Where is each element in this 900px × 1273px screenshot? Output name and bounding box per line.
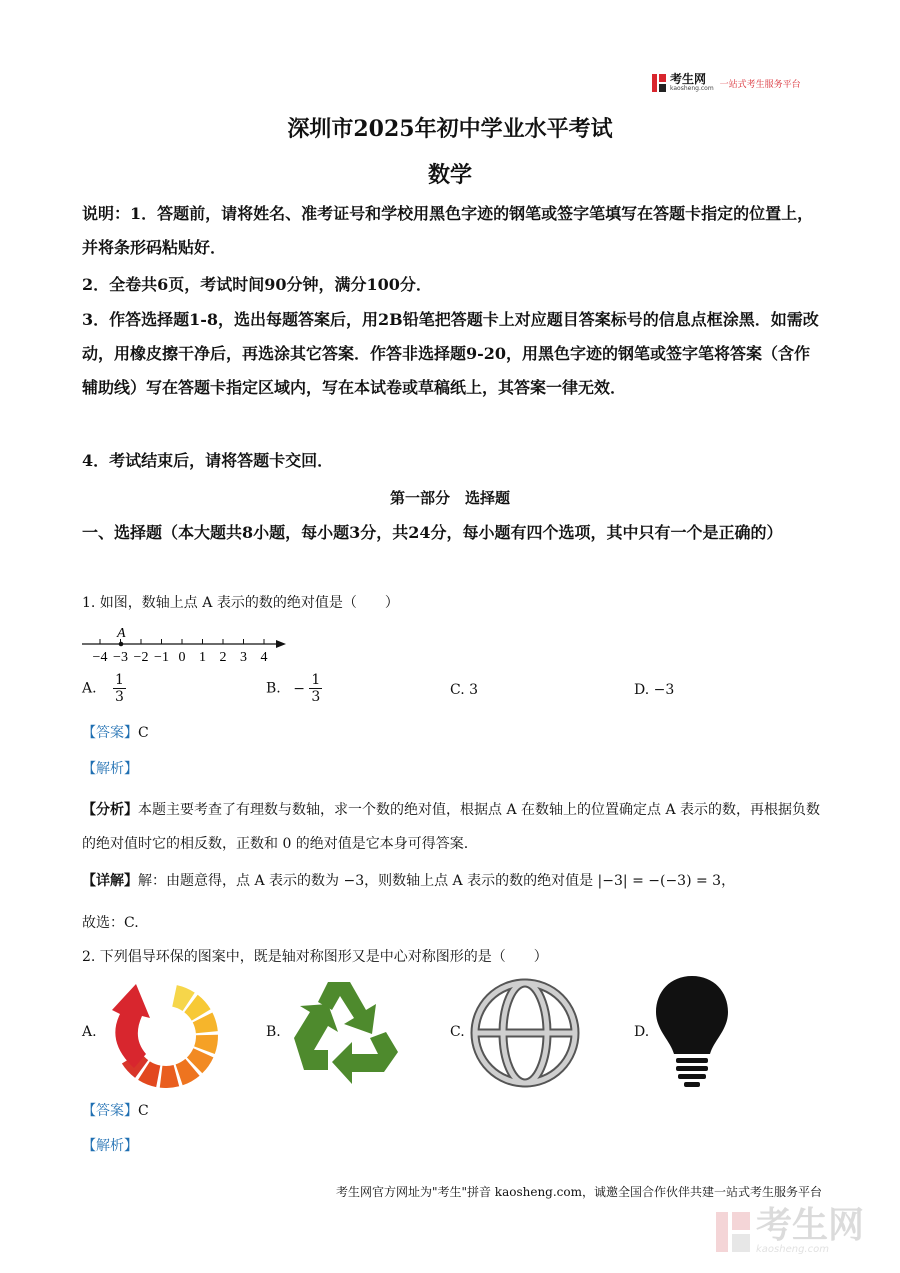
q1-option-b-letter: B. bbox=[266, 680, 281, 697]
axis-arrow-icon bbox=[276, 640, 286, 648]
subject-title: 数学 bbox=[427, 162, 472, 188]
axis-tick-label: −3 bbox=[113, 650, 128, 665]
point-a-label: A bbox=[117, 626, 126, 641]
arc-segment bbox=[160, 1065, 179, 1088]
q1-analysis-tag: 【解析】 bbox=[82, 761, 138, 777]
q1-stem: 1. 如图，数轴上点 A 表示的数的绝对值是（ ） bbox=[82, 595, 399, 611]
axis-tick-label: 0 bbox=[178, 650, 186, 665]
fraction-numerator: 1 bbox=[115, 672, 124, 688]
globe-icon bbox=[468, 976, 582, 1090]
part-title: 第一部分 选择题 bbox=[389, 489, 510, 507]
instruction-4: 4．考试结束后，请将答题卡交回． bbox=[82, 451, 334, 470]
watermark-url: kaosheng.com bbox=[756, 1244, 829, 1255]
logo-name: 考生网 bbox=[670, 72, 707, 86]
kaosheng-logo-icon bbox=[652, 74, 666, 92]
axis-tick-label: 1 bbox=[199, 650, 206, 665]
q2-option-c-label: C. bbox=[450, 1024, 465, 1040]
fraction-one-third bbox=[113, 672, 126, 705]
axis-tick-label: −1 bbox=[154, 650, 169, 665]
q1-conclusion: 故选：C. bbox=[82, 915, 139, 931]
q1-answer bbox=[82, 722, 149, 744]
q2-answer bbox=[82, 1100, 149, 1122]
instruction-3: 3．作答选择题1-8，选出每题答案后，用2B铅笔把答题卡上对应题目答案标号的信息点框涂黑．如需改动，用橡皮擦干净后，再选涂其它答案．作答非选择题9-20，用黑色字迹的钢笔或签字笔将答案（含作辅助线）写在答题卡指定区域内，写在本试卷或草稿纸上，其答案一律无效． bbox=[82, 310, 819, 397]
axis-tick-label: −2 bbox=[133, 650, 149, 665]
fraction-neg-one-third bbox=[309, 672, 322, 705]
q2-analysis-tag: 【解析】 bbox=[82, 1138, 138, 1154]
footer-text: 考生网官方网址为"考生"拼音 kaosheng.com，诚邀全国合作伙伴共建一站式考生服务平台 bbox=[335, 1185, 822, 1199]
header-logo bbox=[652, 74, 801, 92]
q2-stem: 2. 下列倡导环保的图案中，既是轴对称图形又是中心对称图形的是（ ） bbox=[82, 949, 548, 965]
axis-tick-label: −4 bbox=[92, 650, 108, 665]
fenxi-tag: 【分析】 bbox=[82, 802, 138, 818]
fraction-denominator: 3 bbox=[115, 689, 124, 705]
light-bulb-icon bbox=[654, 974, 730, 1090]
recycle-symbol-icon bbox=[288, 976, 402, 1088]
q1-option-a-letter: A. bbox=[82, 680, 97, 697]
watermark bbox=[716, 1205, 865, 1255]
answer-value: C bbox=[138, 725, 149, 741]
q2-option-a-label: A. bbox=[82, 1024, 97, 1040]
axis-ticks bbox=[93, 639, 268, 665]
instruction-1: 说明：1．答题前，请将姓名、准考证号和学校用黑色字迹的钢笔或签字笔填写在答题卡指定的位置上，并将条形码粘贴好． bbox=[82, 204, 814, 257]
detail-text: 解：由题意得，点 A 表示的数为 −3，则数轴上点 A 表示的数的绝对值是 |−3| = −(−3) = 3， bbox=[138, 873, 736, 889]
q1-fenxi bbox=[82, 793, 822, 861]
q1-option-b bbox=[266, 672, 322, 705]
exam-title: 深圳市2025年初中学业水平考试 bbox=[287, 116, 613, 142]
logo-url: kaosheng.com bbox=[670, 85, 714, 92]
answer-tag: 【答案】 bbox=[82, 1103, 138, 1119]
answer-value: C bbox=[138, 1103, 149, 1119]
fraction-denominator: 3 bbox=[311, 689, 321, 705]
q2-option-d-label: D. bbox=[634, 1024, 650, 1040]
fenxi-text: 本题主要考查了有理数与数轴，求一个数的绝对值，根据点 A 在数轴上的位置确定点 A 表示的数，再根据负数的绝对值时它的相反数，正数和 0 的绝对值是它本身可得答案. bbox=[82, 802, 821, 852]
detail-tag: 【详解】 bbox=[82, 873, 138, 889]
logo-slogan: 一站式考生服务平台 bbox=[719, 79, 801, 90]
q1-option-b-sign: − bbox=[293, 680, 305, 697]
axis-tick-label: 4 bbox=[260, 650, 268, 665]
q1-detail bbox=[82, 870, 842, 892]
fraction-numerator: 1 bbox=[311, 672, 321, 688]
q1-option-c: C. 3 bbox=[450, 682, 479, 698]
q1-option-a bbox=[82, 672, 126, 705]
watermark-name: 考生网 bbox=[756, 1205, 865, 1246]
instruction-2: 2．全卷共6页，考试时间90分钟，满分100分． bbox=[82, 275, 432, 294]
answer-tag: 【答案】 bbox=[82, 725, 138, 741]
point-a-marker bbox=[119, 642, 124, 647]
section-title: 一、选择题（本大题共8小题，每小题3分，共24分，每小题有四个选项，其中只有一个是正确的） bbox=[82, 523, 783, 542]
q2-option-b-label: B. bbox=[266, 1024, 281, 1040]
axis-tick-label: 2 bbox=[219, 650, 227, 665]
axis-tick-label: 3 bbox=[240, 650, 247, 665]
watermark-logo-icon bbox=[716, 1212, 750, 1252]
number-line-figure bbox=[80, 620, 290, 666]
recycle-arrow-arc-icon bbox=[104, 982, 222, 1088]
q1-option-d: D. −3 bbox=[634, 682, 675, 698]
